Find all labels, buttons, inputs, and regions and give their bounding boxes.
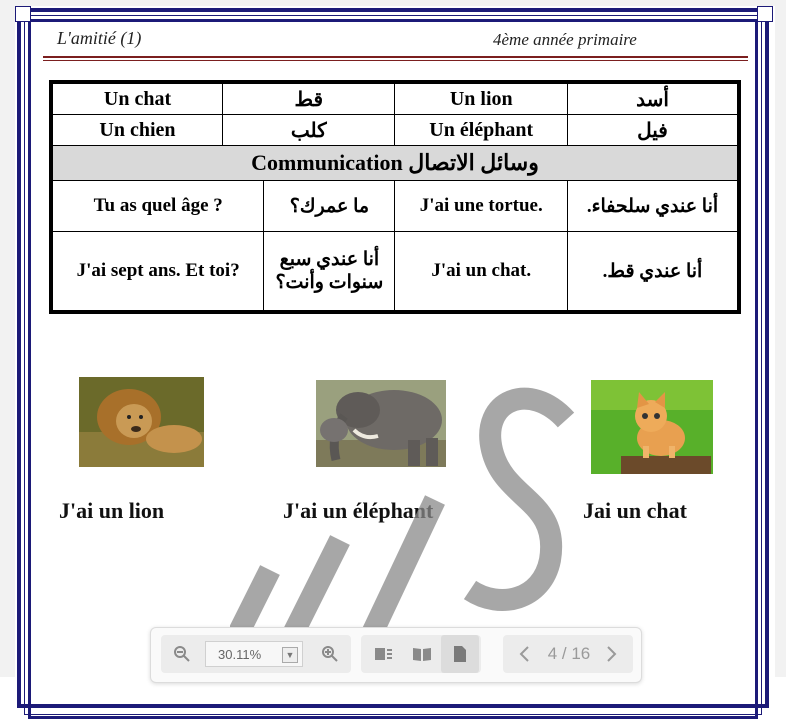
table-cell: Un lion — [395, 82, 568, 115]
table-row — [51, 115, 739, 146]
corner-ornament — [757, 6, 773, 22]
table-row — [51, 232, 739, 313]
table-cell: أسد — [567, 82, 739, 115]
table-cell: Un éléphant — [395, 115, 568, 146]
table-cell: J'ai sept ans. Et toi? — [51, 232, 264, 313]
zoom-controls — [161, 635, 351, 673]
corner-ornament — [15, 6, 31, 22]
table-cell: قط — [222, 82, 395, 115]
table-cell: J'ai un chat. — [395, 232, 568, 313]
prev-page-icon[interactable] — [505, 635, 543, 673]
table-cell: كلب — [222, 115, 395, 146]
sidebar-icon[interactable] — [365, 635, 403, 673]
section-heading: Communication وسائل الاتصال — [51, 146, 739, 181]
table-cell: فيل — [567, 115, 739, 146]
next-page-icon[interactable] — [593, 635, 631, 673]
page-indicator[interactable]: 4 / 16 — [547, 644, 591, 663]
zoom-value: 30.11% — [218, 647, 262, 662]
header-rule — [43, 56, 748, 58]
table-cell: Tu as quel âge ? — [51, 181, 264, 232]
table-cell: أنا عندي سلحفاء. — [567, 181, 739, 232]
view-mode-controls — [361, 635, 481, 673]
zoom-in-icon[interactable] — [311, 635, 349, 673]
table-cell: ما عمرك؟ — [264, 181, 395, 232]
chevron-down-icon[interactable]: ▼ — [282, 647, 298, 663]
table-row — [51, 146, 739, 181]
table-row — [51, 181, 739, 232]
lion-caption: J'ai un lion — [59, 498, 165, 523]
cat-caption: Jai un chat — [583, 498, 687, 523]
table-cell: Un chat — [51, 82, 222, 115]
page-icon[interactable] — [441, 635, 479, 673]
page-navigation — [503, 635, 633, 673]
lesson-title: L'amitié (1) — [57, 28, 142, 48]
zoom-out-icon[interactable] — [163, 635, 201, 673]
table-cell: أنا عندي سبع سنوات وأنت؟ — [264, 232, 395, 313]
elephant-caption: J'ai un éléphant — [283, 498, 434, 523]
document-page — [15, 6, 775, 686]
viewer-toolbar — [150, 627, 642, 683]
header-rule — [43, 60, 748, 61]
book-icon[interactable] — [403, 635, 441, 673]
table-row — [51, 82, 739, 115]
lion-image — [79, 377, 204, 467]
vocabulary-table — [49, 80, 741, 314]
cat-image — [591, 380, 713, 474]
table-cell: أنا عندي قط. — [567, 232, 739, 313]
table-cell: J'ai une tortue. — [395, 181, 568, 232]
grade-level: 4ème année primaire — [493, 30, 637, 49]
zoom-select[interactable] — [205, 641, 303, 667]
table-cell: Un chien — [51, 115, 222, 146]
elephant-image — [316, 380, 446, 467]
